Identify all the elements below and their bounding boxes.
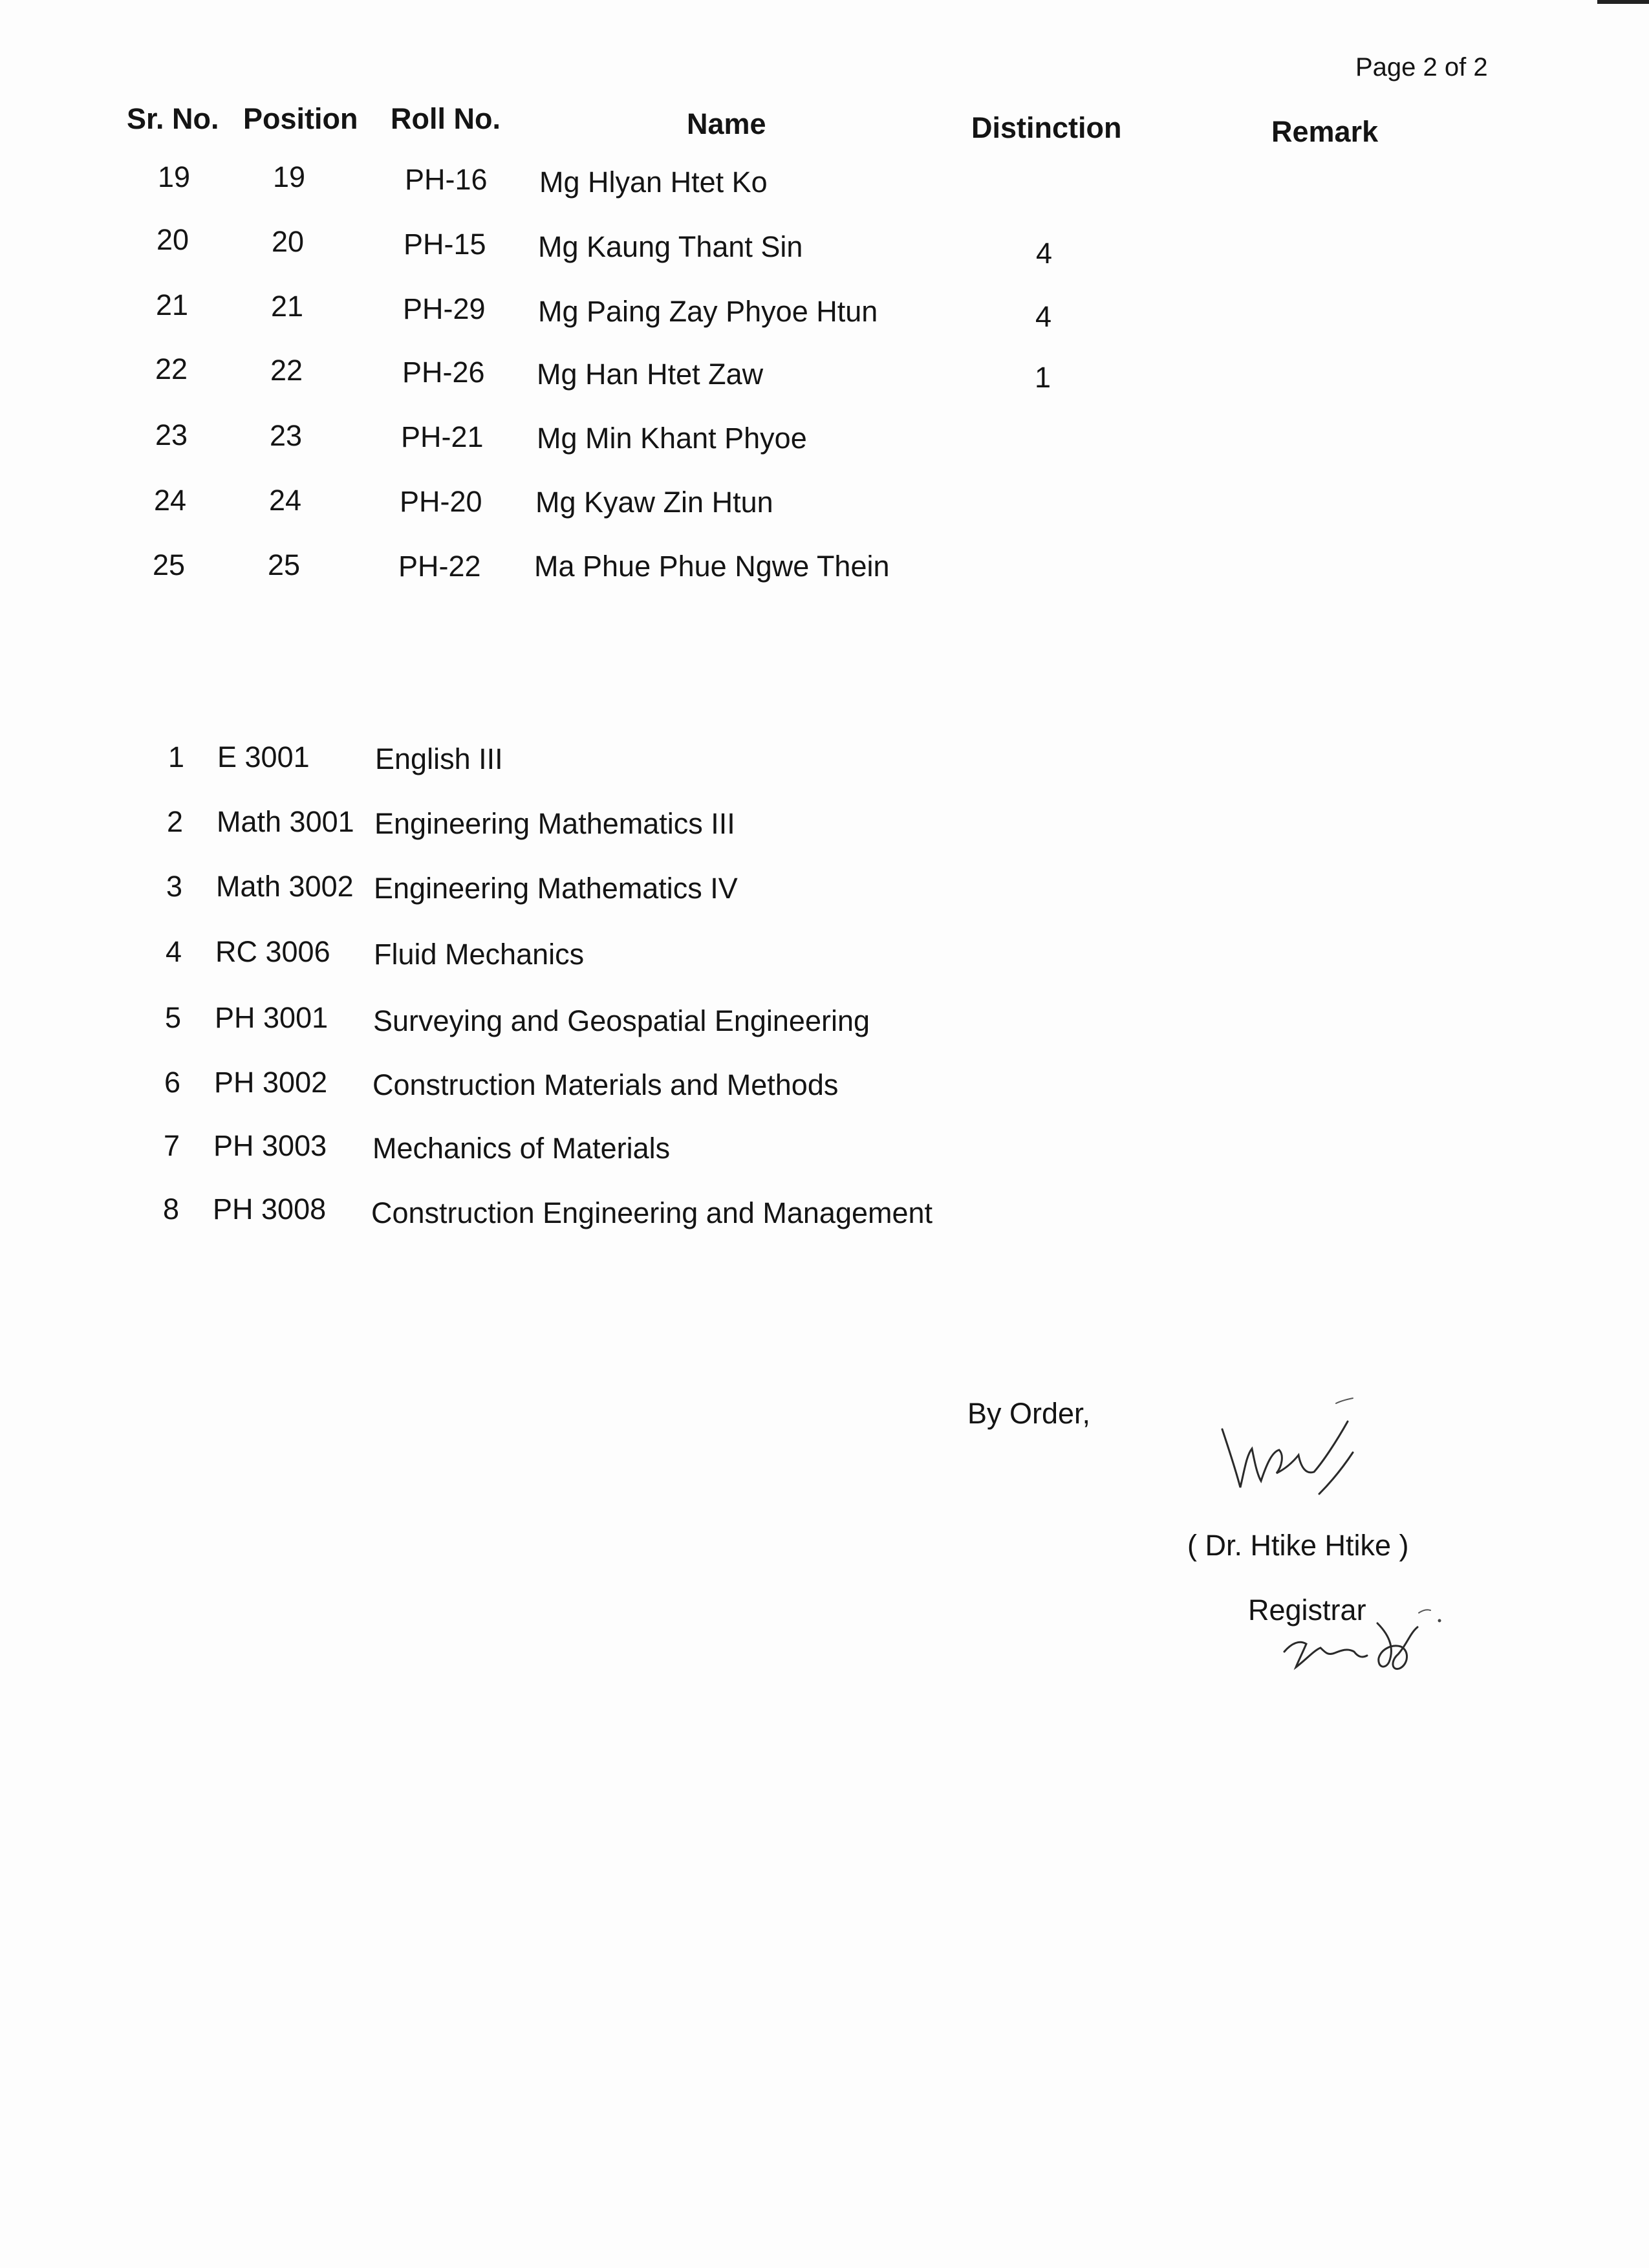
subject-title: Construction Materials and Methods (372, 1068, 839, 1101)
page-number: Page 2 of 2 (1355, 53, 1488, 81)
cell-distinction: 4 (1035, 300, 1052, 333)
subject-no: 1 (168, 740, 185, 773)
subject-no: 8 (163, 1193, 180, 1226)
subject-code: PH 3002 (214, 1066, 328, 1099)
subject-code: E 3001 (217, 740, 310, 773)
cell-position: 21 (271, 290, 304, 323)
cell-name: Mg Kaung Thant Sin (538, 230, 803, 263)
cell-distinction: 4 (1036, 237, 1053, 270)
cell-position: 22 (270, 354, 303, 387)
cell-position: 24 (269, 484, 302, 517)
cell-sr-no: 21 (156, 288, 189, 321)
cell-name: Mg Hlyan Htet Ko (539, 166, 768, 199)
cell-roll-no: PH-15 (404, 228, 486, 261)
cell-distinction: 1 (1035, 361, 1051, 394)
cell-roll-no: PH-16 (405, 163, 488, 196)
cell-roll-no: PH-26 (402, 356, 485, 389)
header-sr-no: Sr. No. (127, 102, 219, 135)
subject-code: Math 3002 (216, 870, 354, 903)
cell-sr-no: 25 (153, 548, 186, 581)
subject-code: PH 3001 (215, 1001, 329, 1034)
header-remark: Remark (1271, 115, 1379, 148)
cell-name: Mg Kyaw Zin Htun (535, 486, 773, 519)
cell-name: Mg Han Htet Zaw (537, 358, 764, 391)
subject-no: 7 (164, 1129, 180, 1162)
subject-no: 5 (165, 1001, 182, 1034)
cell-position: 23 (270, 419, 303, 452)
header-roll-no: Roll No. (391, 102, 501, 135)
subject-no: 6 (164, 1066, 181, 1099)
cell-sr-no: 19 (158, 160, 191, 193)
cell-sr-no: 24 (154, 484, 187, 517)
cell-sr-no: 20 (156, 223, 189, 256)
cell-sr-no: 23 (155, 418, 188, 451)
header-name: Name (687, 107, 766, 140)
subject-code: PH 3008 (213, 1193, 327, 1226)
scan-edge-mark (1597, 0, 1649, 4)
cell-position: 25 (268, 548, 301, 581)
cell-position: 20 (272, 225, 305, 258)
cell-roll-no: PH-29 (403, 292, 486, 325)
subject-title: Construction Engineering and Management (371, 1196, 933, 1229)
subject-title: Engineering Mathematics IV (374, 872, 738, 905)
subject-no: 4 (166, 935, 182, 968)
subject-title: Surveying and Geospatial Engineering (373, 1004, 870, 1037)
handwritten-signature (1209, 1390, 1364, 1507)
cell-sr-no: 22 (155, 352, 188, 385)
cell-position: 19 (273, 160, 306, 193)
subject-no: 2 (167, 805, 184, 838)
subject-title: Mechanics of Materials (372, 1132, 671, 1165)
subject-code: RC 3006 (215, 935, 330, 968)
cell-name: Mg Min Khant Phyoe (537, 422, 807, 455)
registrar-initial-signature (1280, 1597, 1449, 1688)
subject-code: PH 3003 (213, 1129, 327, 1162)
cell-roll-no: PH-20 (400, 485, 482, 518)
header-position: Position (243, 102, 358, 135)
subject-no: 3 (166, 870, 183, 903)
cell-roll-no: PH-21 (401, 420, 484, 453)
by-order-text: By Order, (967, 1397, 1091, 1430)
subject-title: Engineering Mathematics III (374, 807, 735, 840)
subject-code: Math 3001 (217, 805, 354, 838)
header-distinction: Distinction (971, 111, 1122, 144)
cell-roll-no: PH-22 (398, 550, 481, 583)
subject-title: English III (375, 742, 503, 775)
subject-title: Fluid Mechanics (374, 938, 585, 971)
cell-name: Mg Paing Zay Phyoe Htun (538, 295, 878, 328)
signatory-designation: Registrar (1248, 1593, 1366, 1626)
cell-name: Ma Phue Phue Ngwe Thein (534, 550, 890, 583)
signatory-name: ( Dr. Htike Htike ) (1187, 1529, 1409, 1562)
